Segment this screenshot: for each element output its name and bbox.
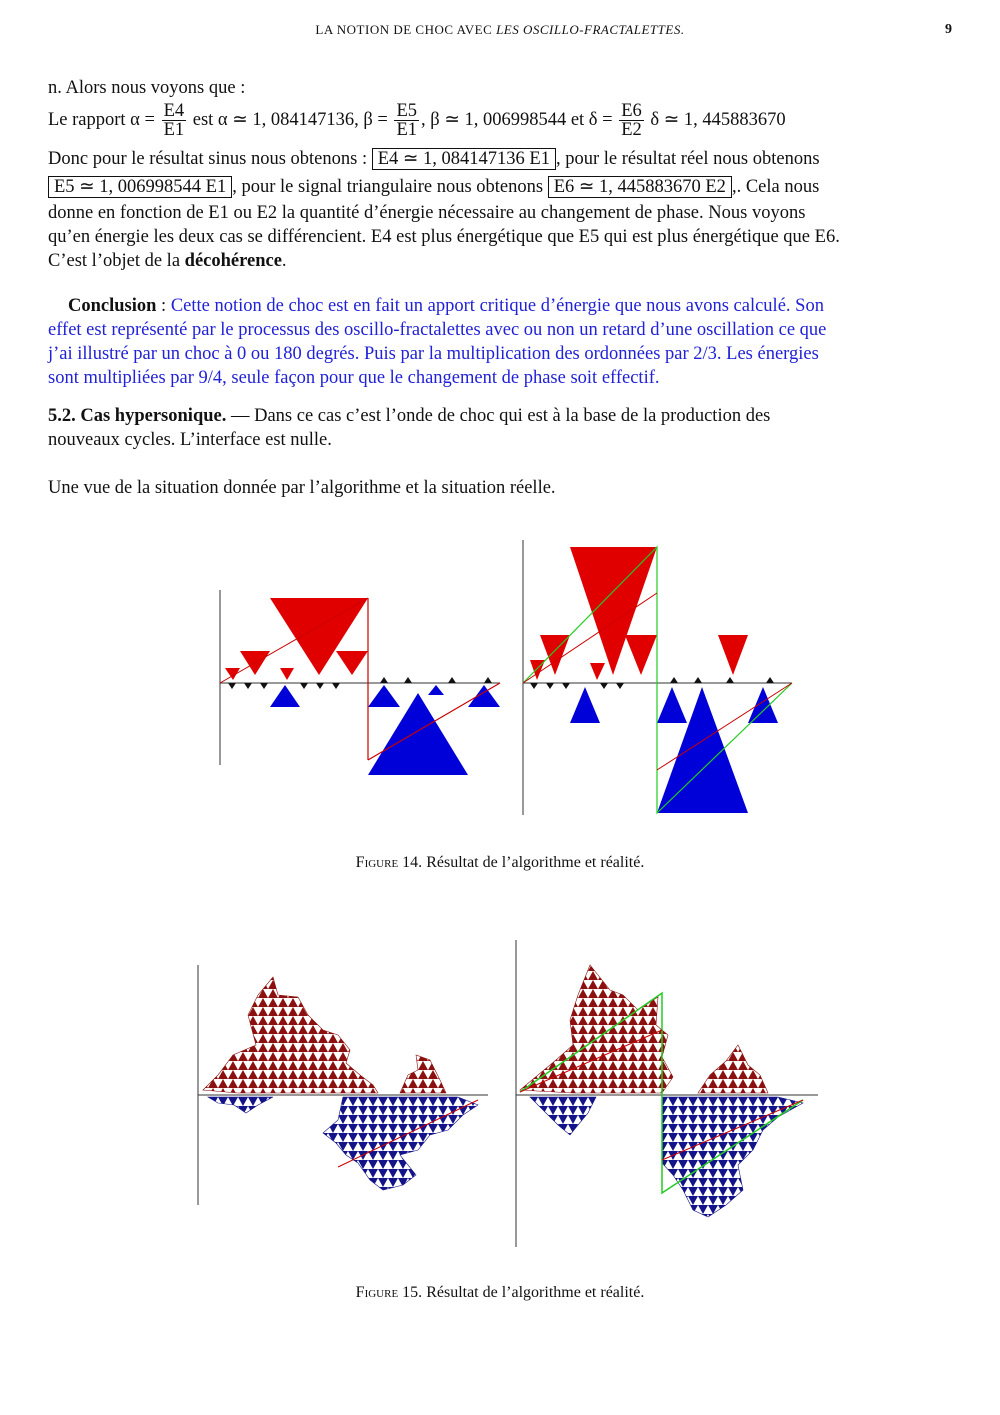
right-blue-fractal: [662, 1097, 803, 1217]
conclusion-line-3: j’ai illustré par un choc à 0 ou 180 degrés. Puis par la multiplication des ordonnées par 2/3. Les énergies: [48, 344, 819, 364]
left-red-fractal: [203, 977, 378, 1093]
left-blue-fractal-small: [208, 1097, 273, 1113]
fraction-beta: [394, 102, 419, 139]
beta-numerator: E5: [396, 101, 418, 121]
alpha-denominator: E1: [163, 120, 185, 140]
running-header: [0, 22, 1000, 46]
decoherence-suffix: .: [281, 251, 287, 271]
results-line-2: [48, 173, 953, 201]
section-dash: —: [226, 406, 255, 426]
results-line-6: [48, 249, 953, 273]
beta-denominator: E1: [396, 120, 418, 140]
page-number: 9: [945, 22, 952, 37]
results-line-4: donne en fonction de E1 ou E2 la quantité d’énergie nécessaire au changement de phase. Nous voyons: [48, 203, 806, 223]
alpha-value: est α ≃ 1, 084147136, β =: [192, 109, 388, 130]
results-text-c: , pour le signal triangulaire nous obtenons: [232, 177, 544, 197]
paragraph-ratios: [48, 76, 953, 139]
delta-denominator: E2: [621, 120, 642, 140]
figure-15-caption: [0, 1284, 1000, 1302]
alpha-numerator: E4: [163, 101, 185, 121]
conclusion-label: Conclusion: [68, 296, 157, 316]
decoherence-term: décohérence: [184, 251, 282, 271]
figure-14-text: Résultat de l’algorithme et réalité.: [426, 854, 645, 871]
line-ratios: [48, 102, 953, 139]
figure-14-left-plot: [220, 590, 500, 775]
figure-14-label: Figure 14.: [355, 854, 423, 871]
figure-14-caption: [0, 854, 1000, 872]
conclusion-text-1: Cette notion de choc est en fait un apport critique d’énergie que nous avons calculé. Son: [170, 296, 824, 316]
beta-value: , β ≃ 1, 006998544 et δ =: [421, 109, 613, 130]
right-red-triangles: [530, 547, 748, 680]
figure-15-left-plot: [198, 965, 488, 1205]
vue-line: Une vue de la situation donnée par l’algorithme et la situation réelle.: [48, 478, 556, 498]
delta-value: δ ≃ 1, 445883670: [650, 109, 786, 130]
right-blue-triangles: [570, 687, 778, 813]
results-text-a: Donc pour le résultat sinus nous obtenons :: [48, 149, 368, 169]
figure-15-label: Figure 15.: [355, 1284, 423, 1301]
conclusion-line-2: effet est représenté par le processus des oscillo-fractalettes avec ou non un retard d’une oscillation ce que: [48, 320, 827, 340]
right-blue-fractal-small: [530, 1097, 596, 1135]
left-red-fractal-small: [400, 1055, 446, 1093]
boxed-result-sinus: E4 ≃ 1, 084147136 E1: [372, 148, 556, 170]
figure-15-text: Résultat de l’algorithme et réalité.: [426, 1284, 645, 1301]
conclusion-line-4: sont multipliées par 9/4, seule façon pour que le changement de phase soit effectif.: [48, 368, 660, 388]
line-intro: n. Alors nous voyons que :: [48, 78, 246, 98]
section-text-1: Dans ce cas c’est l’onde de choc qui est à la base de la production des: [254, 406, 771, 426]
section-hypersonique: [48, 404, 953, 452]
fraction-delta: [619, 102, 644, 139]
results-line-1: [48, 145, 953, 173]
delta-numerator: E6: [621, 101, 642, 121]
paragraph-results-cont: [48, 201, 953, 273]
conclusion-colon: :: [156, 296, 171, 316]
figure-14-right-plot: [523, 540, 792, 815]
paragraph-results: [48, 145, 953, 201]
section-title: 5.2. Cas hypersonique.: [48, 406, 227, 426]
figure-15-right-plot: [516, 940, 818, 1247]
section-line-2: nouveaux cycles. L’interface est nulle.: [48, 430, 332, 450]
figure-14-plots: [200, 535, 800, 820]
boxed-result-reel: E5 ≃ 1, 006998544 E1: [48, 176, 232, 198]
results-text-d: ,. Cela nous: [731, 177, 820, 197]
results-line-5: qu’en énergie les deux cas se différencient. E4 est plus énergétique que E5 qui est plus énergétique que E6.: [48, 227, 840, 247]
header-title-italic: LES OSCILLO-FRACTALETTES.: [496, 22, 685, 37]
fraction-alpha: [162, 102, 187, 139]
results-text-b: , pour le résultat réel nous obtenons: [555, 149, 820, 169]
section-line-1: [48, 404, 953, 428]
header-title: [0, 22, 1000, 38]
conclusion-line-1: [48, 294, 953, 318]
right-red-fractal: [520, 965, 673, 1093]
ratio-prefix: Le rapport α =: [48, 109, 155, 130]
decoherence-prefix: C’est l’objet de la: [48, 251, 185, 271]
boxed-result-triangulaire: E6 ≃ 1, 445883670 E2: [548, 176, 732, 198]
header-title-plain: LA NOTION DE CHOC AVEC: [315, 22, 497, 37]
paragraph-conclusion: [48, 294, 953, 390]
figure-15-plots: [178, 935, 823, 1255]
right-red-fractal-small: [698, 1045, 768, 1093]
left-blue-triangles: [270, 685, 500, 775]
paragraph-vue: [48, 476, 953, 500]
